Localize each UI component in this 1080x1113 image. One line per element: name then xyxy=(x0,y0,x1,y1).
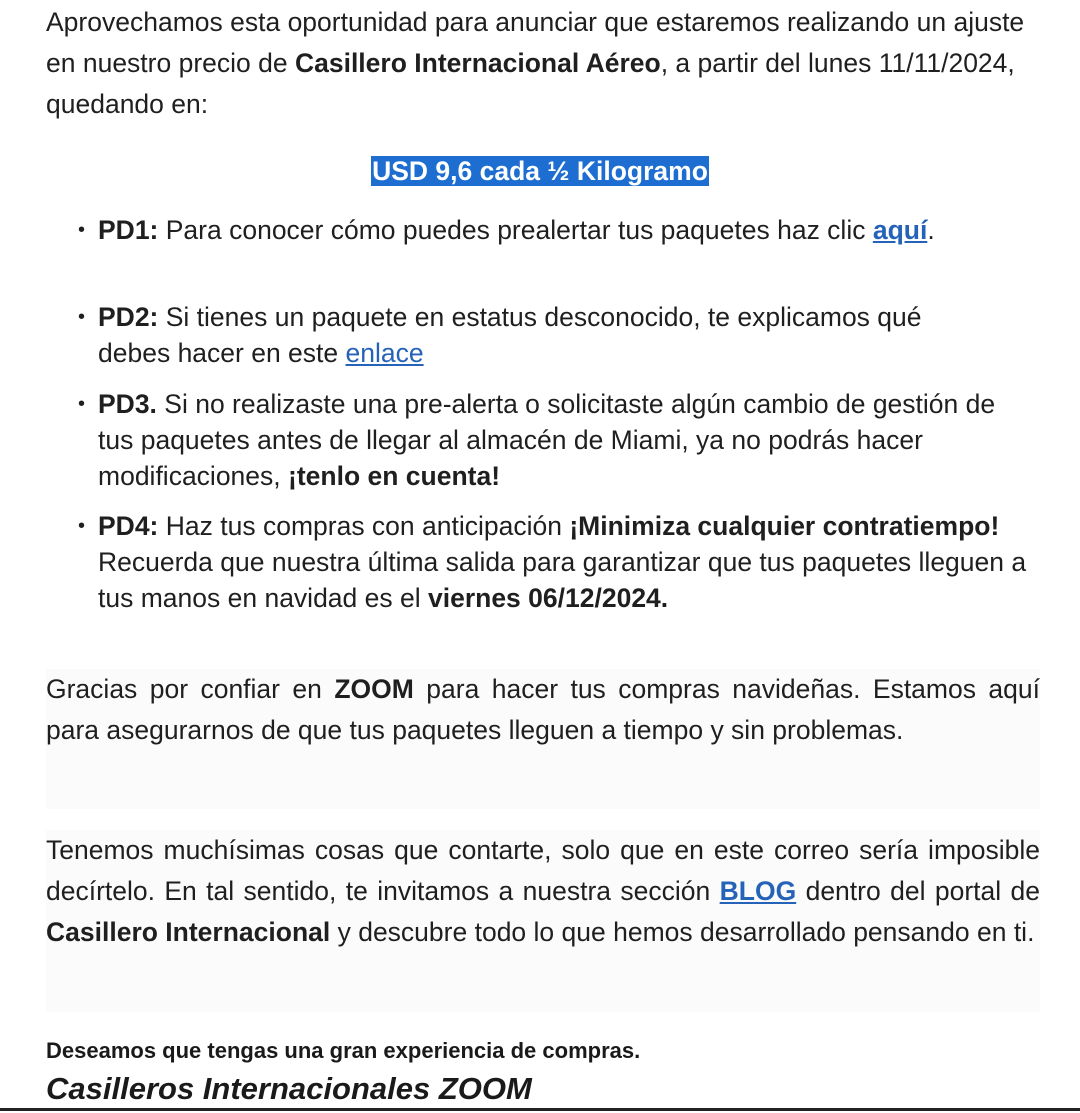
pd4-item xyxy=(98,508,1038,616)
price-block xyxy=(0,152,1080,190)
signoff-wish: Deseamos que tengas una gran experiencia de compras. xyxy=(46,1038,641,1063)
bullet-pd3: • xyxy=(78,393,86,415)
pd1-text: Para conocer cómo puedes prealertar tus paquetes haz clic xyxy=(158,215,873,245)
pd1-item xyxy=(98,212,1038,248)
pd2-label: PD2: xyxy=(98,302,159,332)
thanks-paragraph xyxy=(46,669,1040,809)
bottom-divider xyxy=(0,1108,1080,1111)
pd3-label: PD3. xyxy=(98,389,157,419)
thanks-text-2: para hacer tus compras navideñas. Estamos aquí para asegurarnos de que tus paquetes lleguen a tiempo y sin problemas. xyxy=(46,674,1040,745)
thanks-text-1: Gracias por confiar en xyxy=(46,674,335,704)
pd3-item xyxy=(98,386,1008,494)
pd4-text-1: Haz tus compras con anticipación xyxy=(158,511,570,541)
blog-link[interactable]: BLOG xyxy=(719,876,797,906)
intro-text-2: , a partir del lunes 11/11/2024, quedando en: xyxy=(46,48,1015,119)
blog-text-2: dentro del portal de xyxy=(796,876,1040,906)
pd4-bold-1: ¡Minimiza cualquier contratiempo! xyxy=(569,511,1000,541)
blog-text-3: y descubre todo lo que hemos desarrollado pensando en ti. xyxy=(330,917,1035,947)
bullet-pd1: • xyxy=(78,219,86,241)
price-highlight: USD 9,6 cada ½ Kilogramo xyxy=(372,156,708,186)
pd4-text-2: Recuerda que nuestra última salida para garantizar que tus paquetes lleguen a tus manos en navidad es el xyxy=(98,547,1027,613)
thanks-brand: ZOOM xyxy=(334,674,414,704)
intro-text-1: Aprovechamos esta oportunidad para anunciar que estaremos realizando un ajuste en nuestro precio de xyxy=(46,7,1025,78)
signoff-company: Casilleros Internacionales ZOOM xyxy=(46,1071,532,1106)
bullet-pd2: • xyxy=(78,306,86,328)
pd1-link-aqui[interactable]: aquí xyxy=(872,215,928,245)
pd3-bold: ¡tenlo en cuenta! xyxy=(288,461,501,491)
blog-portal-name: Casillero Internacional xyxy=(46,917,331,947)
intro-service-name: Casillero Internacional Aéreo xyxy=(294,48,661,78)
intro-paragraph xyxy=(46,2,1046,125)
blog-paragraph xyxy=(46,830,1040,1012)
blog-text-1: Tenemos muchísimas cosas que contarte, solo que en este correo sería imposible decírtelo. En tal sentido, te invitamos a nuestra sección xyxy=(46,835,1040,906)
pd2-text: Si tienes un paquete en estatus desconocido, te explicamos qué debes hacer en este xyxy=(98,302,922,368)
bullet-pd4: • xyxy=(78,515,86,537)
pd2-item xyxy=(98,299,998,371)
pd3-text: Si no realizaste una pre-alerta o solicitaste algún cambio de gestión de tus paquetes antes de llegar al almacén de Miami, ya no podrás hacer modificaciones, xyxy=(98,389,996,491)
pd4-bold-2: viernes 06/12/2024. xyxy=(427,583,669,613)
pd1-end: . xyxy=(927,215,935,245)
pd4-label: PD4: xyxy=(98,511,159,541)
pd2-link-enlace[interactable]: enlace xyxy=(345,338,424,368)
pd1-label: PD1: xyxy=(98,215,159,245)
